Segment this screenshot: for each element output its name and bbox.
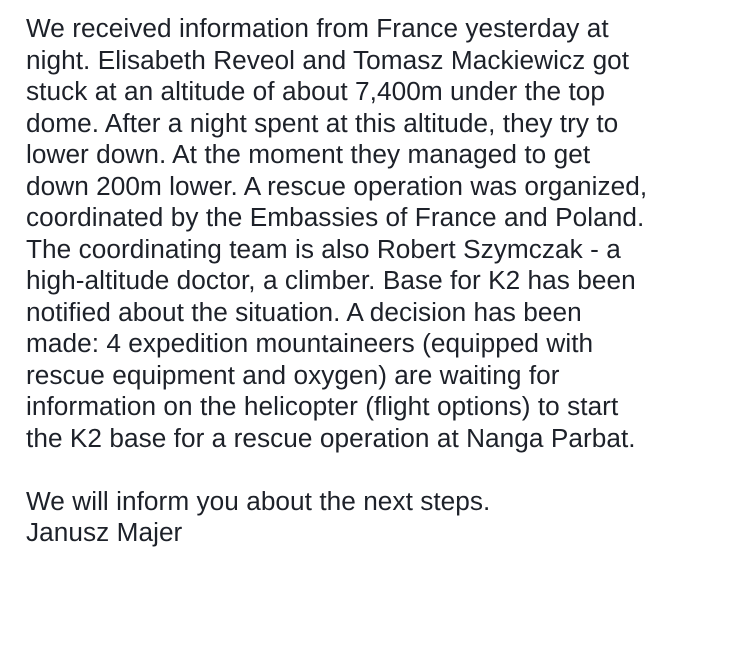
text-line: coordinated by the Embassies of France and Poland. bbox=[26, 202, 645, 232]
text-line: high-altitude doctor, a climber. Base for K2 has been bbox=[26, 265, 636, 295]
text-line: the K2 base for a rescue operation at Nanga Parbat. bbox=[26, 422, 636, 453]
text-line: We received information from France yesterday at bbox=[26, 13, 609, 43]
post-signature: Janusz Majer bbox=[26, 517, 183, 547]
post-paragraph-closing: We will inform you about the next steps. bbox=[26, 485, 491, 516]
text-line: rescue equipment and oxygen) are waiting for bbox=[26, 359, 560, 390]
paragraph-spacer bbox=[26, 454, 738, 486]
text-line: dome. After a night spent at this altitude, they try to bbox=[26, 107, 619, 138]
text-line: The coordinating team is also Robert Szymczak - a bbox=[26, 233, 621, 264]
text-line: down 200m lower. A rescue operation was organized, bbox=[26, 170, 648, 201]
text-line: notified about the situation. A decision has been bbox=[26, 296, 582, 327]
text-line: lower down. At the moment they managed to get bbox=[26, 139, 591, 169]
post-text bbox=[26, 13, 738, 549]
text-line: made: 4 expedition mountaineers (equipped with bbox=[26, 328, 594, 358]
text-line: night. Elisabeth Reveol and Tomasz Mackiewicz got bbox=[26, 44, 630, 75]
post-paragraph-main bbox=[26, 13, 738, 454]
text-line: stuck at an altitude of about 7,400m under the top bbox=[26, 76, 606, 106]
text-line: information on the helicopter (flight options) to start bbox=[26, 391, 619, 421]
